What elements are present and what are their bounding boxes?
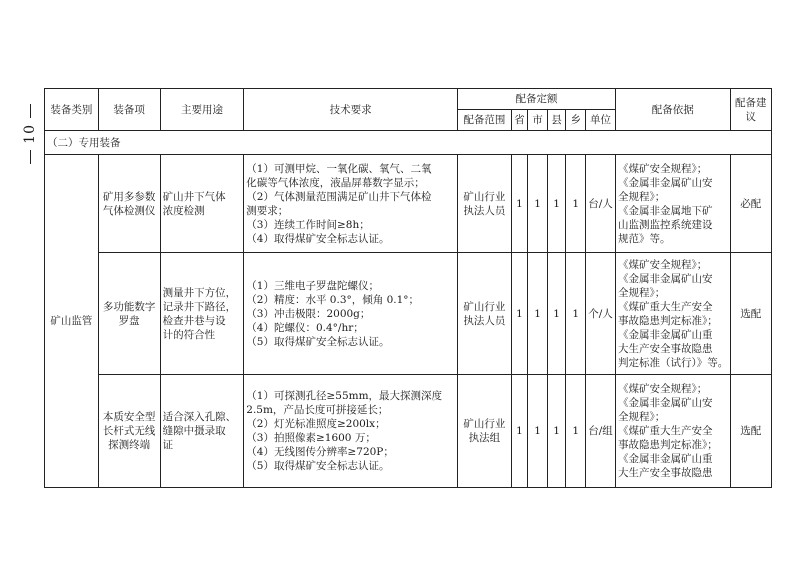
basis-line: 《煤矿安全规程》； — [618, 162, 708, 175]
header-item: 装备项 — [98, 89, 160, 131]
item-cell — [98, 375, 160, 488]
tech-line: 化碳等气体浓度，液晶屏幕数字显示； — [246, 176, 425, 189]
table-row — [45, 155, 772, 253]
city-cell: 1 — [528, 155, 548, 253]
basis-line: 《金属非金属矿山重 — [618, 328, 713, 341]
tech-cell — [244, 253, 458, 375]
city-cell: 1 — [528, 375, 548, 488]
province-cell: 1 — [511, 253, 528, 375]
basis-line: 《煤矿安全规程》； — [618, 258, 708, 271]
basis-line: 《金属非金属矿山安 — [618, 176, 713, 189]
purpose-line: 证 — [162, 439, 174, 451]
purpose-line: 测量井下方位， — [162, 286, 237, 299]
basis-cell — [616, 253, 731, 375]
county-cell: 1 — [547, 375, 566, 488]
township-cell: 1 — [566, 155, 586, 253]
table-row — [45, 375, 772, 488]
header-province: 省 — [511, 110, 528, 131]
tech-line: （4）陀螺仪：0.4°/hr； — [246, 321, 364, 334]
page-number-dash-top — [30, 104, 31, 118]
tech-cell — [244, 155, 458, 253]
tech-line: （2）精度：水平 0.3°，倾角 0.1°； — [246, 293, 420, 306]
header-city: 市 — [528, 110, 548, 131]
purpose-cell — [160, 375, 244, 488]
tech-line: （2）灯光标准照度≥200lx； — [246, 418, 386, 430]
basis-line: 《金属非金属矿山重 — [618, 453, 713, 465]
tech-line: （5）取得煤矿安全标志认证。 — [246, 335, 390, 348]
page-number — [18, 104, 42, 184]
scope-line: 矿山行业 — [463, 418, 506, 430]
item-line: 罗盘 — [118, 314, 140, 327]
item-line: 气体检测仪 — [102, 204, 156, 217]
basis-cell — [616, 155, 731, 253]
item-cell — [98, 253, 160, 375]
scope-cell — [458, 375, 512, 488]
tech-line: （4）无线图传分辨率≥720P； — [246, 446, 394, 458]
tech-cell — [244, 375, 458, 488]
item-line: 本质安全型 — [102, 411, 156, 423]
county-cell: 1 — [547, 155, 566, 253]
page-number-text: 10 — [22, 124, 38, 144]
unit-cell: 台/组 — [586, 375, 616, 488]
scope-line: 执法人员 — [463, 314, 506, 327]
section-row — [45, 131, 772, 155]
header-township: 乡 — [566, 110, 586, 131]
header-suggestion — [730, 89, 771, 131]
item-line: 多功能数字 — [102, 300, 156, 313]
header-suggestion-text: 配备建议 — [735, 96, 767, 123]
header-basis: 配备依据 — [616, 89, 731, 131]
basis-line: 《煤矿重大生产安全 — [618, 300, 713, 313]
basis-line: 《金属非金属矿山安 — [618, 397, 713, 409]
basis-line: 全规程》； — [618, 286, 666, 299]
basis-line: 规范》等。 — [618, 232, 671, 245]
basis-line: 判定标准（试行）》等。 — [618, 356, 729, 369]
header-tech: 技术要求 — [244, 89, 458, 131]
page-number-dash-bottom — [30, 150, 31, 164]
equipment-table — [44, 88, 772, 488]
county-cell: 1 — [547, 253, 566, 375]
suggestion-cell: 选配 — [730, 375, 771, 488]
tech-line: （3）冲击极限：2000g； — [246, 307, 371, 320]
tech-line: （2）气体测量范围满足矿山井下气体检 — [246, 190, 432, 203]
header-unit: 单位 — [586, 110, 616, 131]
township-cell: 1 — [566, 253, 586, 375]
header-row-1 — [45, 89, 772, 110]
basis-cell — [616, 375, 731, 488]
basis-line: 大生产安全事故隐患 — [618, 467, 713, 479]
header-scope: 配备范围 — [458, 110, 512, 131]
tech-line: （1）可探测孔径≥55mm，最大探测深度 — [246, 390, 443, 402]
category-cell: 矿山监管 — [45, 155, 99, 488]
tech-line: 2.5m，产品长度可拼接延长； — [246, 404, 389, 416]
purpose-line: 检查井巷与设 — [162, 314, 226, 327]
basis-line: 事故隐患判定标准》； — [618, 314, 718, 327]
unit-cell: 个/人 — [586, 253, 616, 375]
tech-line: （3）连续工作时间≥8h； — [246, 218, 370, 231]
tech-line: （4）取得煤矿安全标志认证。 — [246, 232, 390, 245]
table-row — [45, 253, 772, 375]
scope-line: 矿山行业 — [463, 190, 506, 203]
purpose-line: 计的符合性 — [162, 328, 216, 341]
tech-line: （1）三维电子罗盘陀螺仪； — [246, 279, 379, 292]
suggestion-cell: 必配 — [730, 155, 771, 253]
header-purpose: 主要用途 — [160, 89, 244, 131]
tech-line: （5）取得煤矿安全标志认证。 — [246, 460, 390, 472]
scope-line: 执法组 — [468, 432, 501, 444]
scope-line: 执法人员 — [463, 204, 506, 217]
item-line: 长杆式无线 — [102, 425, 156, 437]
basis-line: 《煤矿重大生产安全 — [618, 425, 713, 437]
basis-line: 大生产安全事故隐患 — [618, 342, 713, 355]
purpose-line: 矿山井下气体 — [162, 190, 226, 203]
basis-line: 《煤矿安全规程》； — [618, 383, 708, 395]
basis-line: 山监测监控系统建设 — [618, 218, 713, 231]
header-quota: 配备定额 — [458, 89, 616, 110]
purpose-cell — [160, 155, 244, 253]
purpose-line: 浓度检测 — [162, 204, 205, 217]
header-county: 县 — [547, 110, 566, 131]
city-cell: 1 — [528, 253, 548, 375]
tech-line: 测要求； — [246, 204, 289, 217]
scope-line: 矿山行业 — [463, 300, 506, 313]
province-cell: 1 — [511, 155, 528, 253]
purpose-line: 记录井下路径， — [162, 300, 237, 313]
tech-line: （3）拍照像素≥1600 万； — [246, 432, 376, 444]
unit-cell: 台/人 — [586, 155, 616, 253]
item-line: 探测终端 — [108, 439, 151, 451]
basis-line: 《金属非金属矿山安 — [618, 272, 713, 285]
purpose-cell — [160, 253, 244, 375]
section-title: （二）专用装备 — [45, 131, 772, 155]
purpose-line: 缝隙中摄录取 — [162, 425, 226, 437]
purpose-line: 适合深入孔隙、 — [162, 411, 237, 423]
basis-line: 《金属非金属地下矿 — [618, 204, 713, 217]
basis-line: 全规程》； — [618, 190, 666, 203]
basis-line: 全规程》； — [618, 411, 666, 423]
township-cell: 1 — [566, 375, 586, 488]
tech-line: （1）可测甲烷、一氧化碳、氧气、二氧 — [246, 162, 432, 175]
suggestion-cell: 选配 — [730, 253, 771, 375]
scope-cell — [458, 253, 512, 375]
item-cell — [98, 155, 160, 253]
header-category: 装备类别 — [45, 89, 99, 131]
province-cell: 1 — [511, 375, 528, 488]
basis-line: 事故隐患判定标准》； — [618, 439, 718, 451]
scope-cell — [458, 155, 512, 253]
item-line: 矿用多参数 — [102, 190, 156, 203]
